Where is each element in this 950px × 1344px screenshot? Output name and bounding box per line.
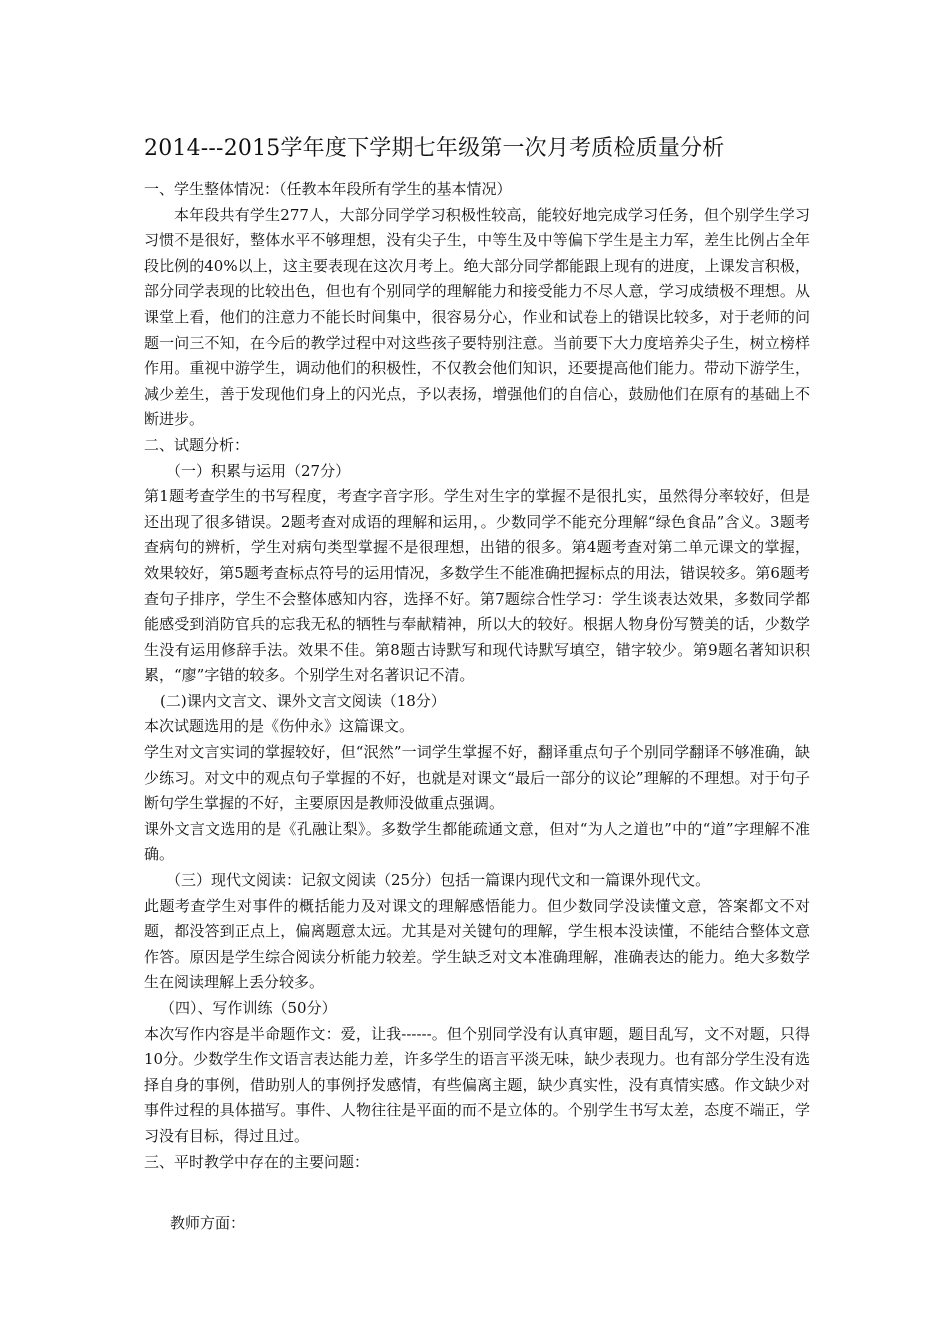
section-1-paragraph: 本年段共有学生277人，大部分同学学习积极性较高，能较好地完成学习任务，但个别学生学习习惯不是很好，整体水平不够理想，没有尖子生，中等生及中等偏下学生是主力军，差生比例占全年段比例的40%以上，这主要表现在这次月考上。绝大部分同学都能跟上现有的进度，上课发言积极，部分同学表现的比较出色，但也有个别同学的理解能力和接受能力不尽人意，学习成绩极不理想。从课堂上看，他们的注意力不能长时间集中，很容易分心，作业和试卷上的错误比较多，对于老师的问题一问三不知，在今后的教学过程中对这些孩子要特别注意。当前要下大力度培养尖子生，树立榜样作用。重视中游学生，调动他们的积极性，不仅教会他们知识，还要提高他们能力。带动下游学生，减少差生，善于发现他们身上的闪光点，予以表扬，增强他们的自信心，鼓励他们在原有的基础上不断进步。 <box>144 205 810 429</box>
blank-line <box>144 1175 810 1211</box>
subsection-3-heading: （三）现代文阅读：记叙文阅读（25分）包括一篇课内现代文和一篇课外现代文。 <box>166 871 711 890</box>
document-title: 2014---2015学年度下学期七年级第一次月考质检质量分析 <box>144 136 725 161</box>
subsection-2-line-1: 本次试题选用的是《伤仲永》这篇课文。 <box>144 717 415 736</box>
subsection-2-line-2: 学生对文言实词的掌握较好，但“泯然”一词学生掌握不好，翻译重点句子个别同学翻译不够准确，缺少练习。对文中的观点句子掌握的不好，也就是对课文“最后一部分的议论”理解的不理想。对于句子断句学生掌握的不好，主要原因是教师没做重点强调。 <box>144 743 810 813</box>
subsection-3-paragraph: 此题考查学生对事件的概括能力及对课文的理解感悟能力。但少数同学没读懂文意，答案都文不对题，都没答到正点上，偏离题意太远。尤其是对关键句的理解，学生根本没读懂，不能结合整体文意作答。原因是学生综合阅读分析能力较差。学生缺乏对文本准确理解，准确表达的能力。绝大多数学生在阅读理解上丢分较多。 <box>144 896 810 992</box>
document-body <box>144 177 810 1237</box>
subsection-4-heading: （四）、写作训练（50分） <box>160 999 337 1017</box>
subsection-2-line-3: 课外文言文选用的是《孔融让梨》。多数学生都能疏通文意，但对“为人之道也”中的“道”字理解不准确。 <box>144 819 810 864</box>
subsection-2-heading: (二)课内文言文、课外文言文阅读（18分） <box>160 691 446 710</box>
subsection-1-heading: （一）积累与运用（27分） <box>166 461 351 480</box>
subsection-1-paragraph: 第1题考查学生的书写程度，考查字音字形。学生对生字的掌握不是很扎实，虽然得分率较好，但是还出现了很多错误。2题考查对成语的理解和运用，。少数同学不能充分理解“绿色食品”含义。3题考查病句的辨析，学生对病句类型掌握不是很理想，出错的很多。第4题考查对第二单元课文的掌握，效果较好，第5题考查标点符号的运用情况，多数学生不能准确把握标点的用法，错误较多。第6题考查句子排序，学生不会整体感知内容，选择不好。第7题综合性学习：学生谈表达效果，多数同学都能感受到消防官兵的忘我无私的牺牲与奉献精神，所以大的较好。根据人物身份写赞美的话，少数学生没有运用修辞手法。效果不佳。第8题古诗默写和现代诗默写填空，错字较少。第9题名著知识积累，“廖”字错的较多。个别学生对名著识记不清。 <box>144 487 810 685</box>
subsection-4-paragraph: 本次写作内容是半命题作文：爱，让我------。但个别同学没有认真审题，题目乱写，文不对题，只得10分。少数学生作文语言表达能力差，许多学生的语言平淡无味，缺少表现力。也有部分学生没有选择自身的事例，借助别人的事例抒发感情，有些偏离主题，缺少真实性，没有真情实感。作文缺少对事件过程的具体描写。事件、人物往往是平面的而不是立体的。个别学生书写太差，态度不端正，学习没有目标，得过且过。 <box>144 1024 810 1145</box>
section-1-heading: 一、学生整体情况：（任教本年段所有学生的基本情况） <box>144 180 512 198</box>
teacher-aspect-heading: 教师方面： <box>170 1214 246 1233</box>
section-3-heading: 三、平时教学中存在的主要问题： <box>144 1152 370 1171</box>
section-2-heading: 二、试题分析： <box>144 435 250 454</box>
